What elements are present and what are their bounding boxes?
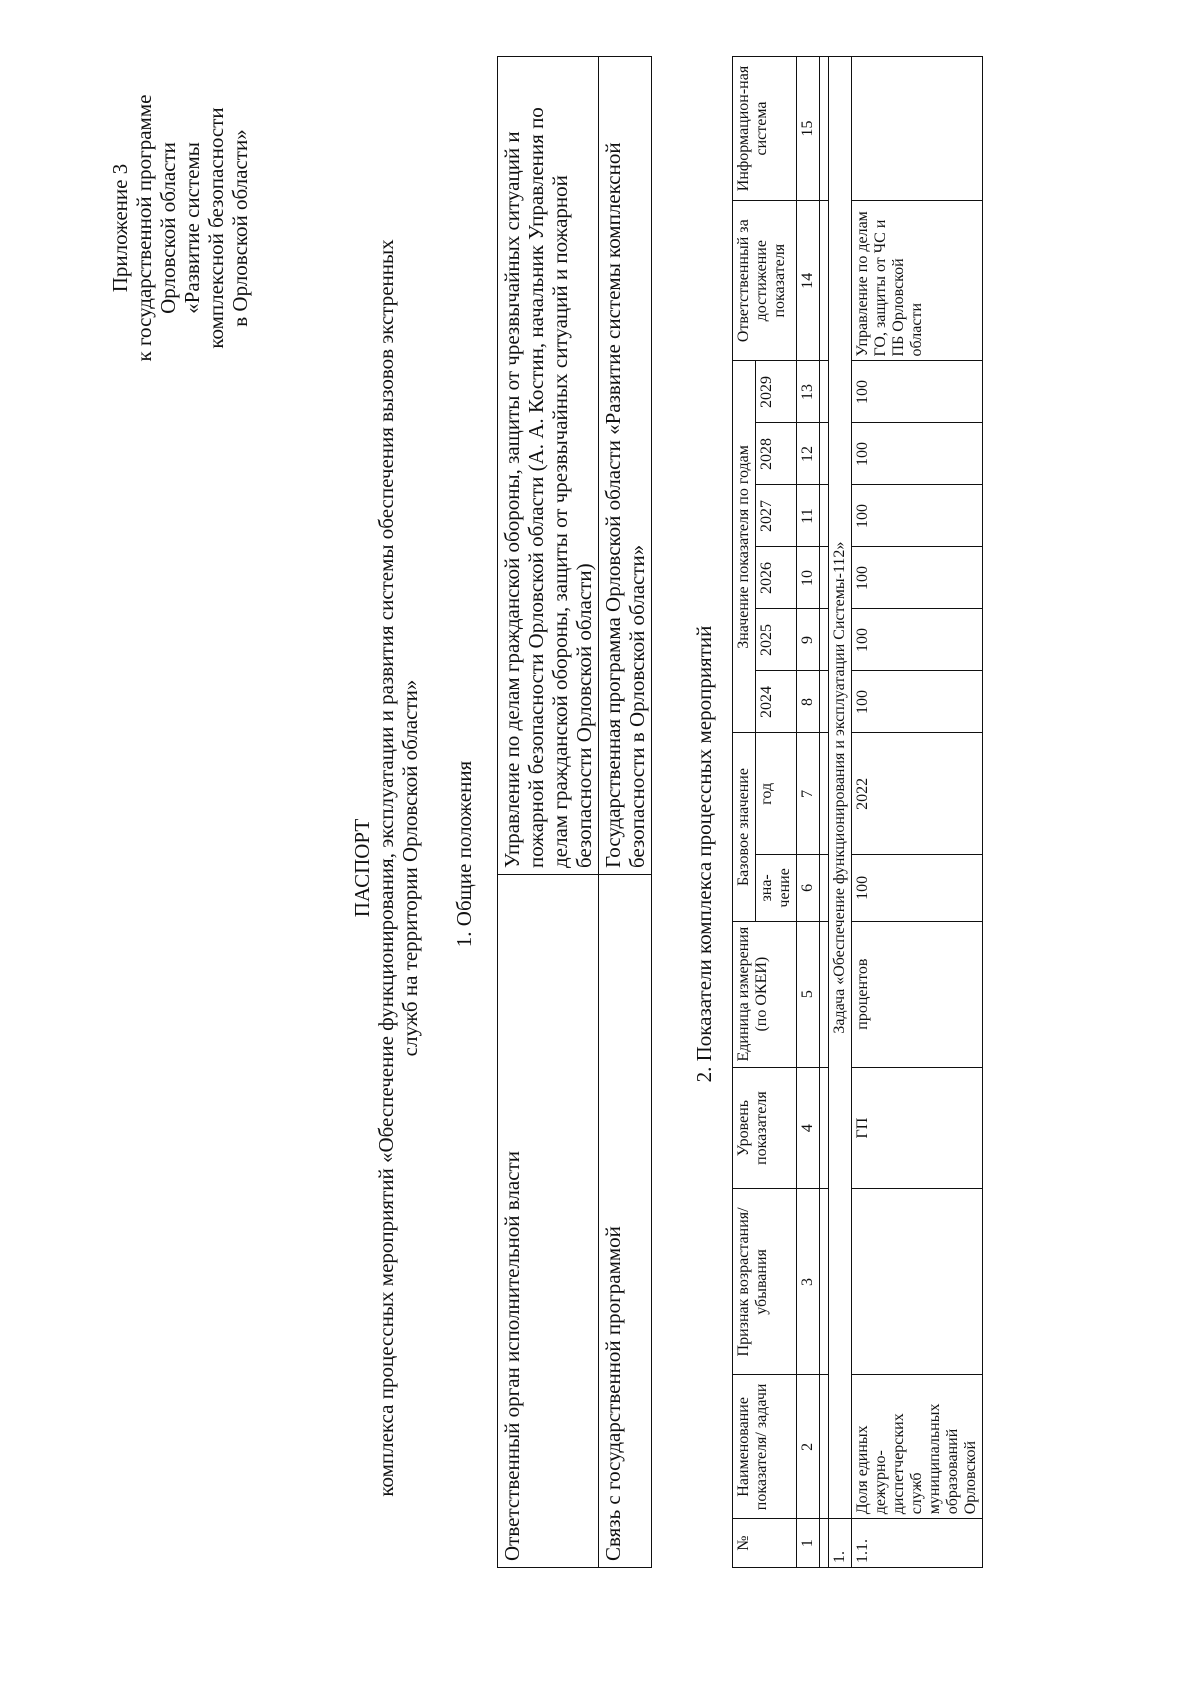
spacer-cell	[820, 57, 829, 201]
spacer-cell	[820, 1375, 829, 1519]
header-system: Информацион-ная система	[733, 57, 797, 201]
responsible-body-label: Ответственный орган исполнительной власти	[498, 875, 599, 1568]
program-link-label: Связь с государственной программой	[599, 875, 652, 1568]
header-year: 2025	[756, 609, 797, 671]
column-number: 14	[797, 200, 820, 360]
column-number: 2	[797, 1375, 820, 1519]
header-base-value: зна-чение	[756, 855, 797, 921]
header-year: 2027	[756, 485, 797, 547]
indicator-system	[852, 57, 983, 201]
section1-heading: 1. Общие положения	[452, 760, 476, 948]
column-number: 5	[797, 921, 820, 1067]
indicator-value-2026: 100	[852, 547, 983, 609]
row-number: 1.1.	[852, 1519, 983, 1568]
spacer-cell	[820, 485, 829, 547]
indicator-level: ГП	[852, 1067, 983, 1189]
column-number: 12	[797, 423, 820, 485]
general-provisions-table	[497, 56, 652, 1568]
indicator-value-2025: 100	[852, 609, 983, 671]
column-number: 9	[797, 609, 820, 671]
header-name: Наименование показателя/ задачи	[733, 1375, 797, 1519]
header-year: 2024	[756, 671, 797, 733]
indicator-value-2024: 100	[852, 671, 983, 733]
column-number: 8	[797, 671, 820, 733]
document-subtitle-line2: служб на территории Орловской области»	[398, 679, 422, 1057]
appendix-note	[108, 58, 252, 398]
program-link-value: Государственная программа Орловской области «Развитие системы комплексной безопасности в Орловской области»	[599, 57, 652, 875]
header-row	[733, 57, 756, 1568]
appendix-line: к государственной программе	[132, 94, 156, 362]
appendix-line: комплексной безопасности	[204, 107, 228, 349]
spacer-cell	[820, 1519, 829, 1568]
indicator-name: Доля единых дежурно-диспетчерских служб муниципальных образований Орловской	[852, 1375, 983, 1519]
column-number: 1	[797, 1519, 820, 1568]
spacer-cell	[820, 1189, 829, 1375]
column-number: 13	[797, 361, 820, 423]
header-base-year: год	[756, 733, 797, 855]
table-row	[852, 57, 983, 1568]
appendix-line: «Развитие системы	[180, 142, 204, 314]
document-subtitle-line1: комплекса процессных мероприятий «Обеспечение функционирования, эксплуатации и развития системы обеспечения вызовов экстренных	[374, 239, 398, 1497]
spacer-cell	[820, 361, 829, 423]
header-year: 2026	[756, 547, 797, 609]
responsible-body-value: Управление по делам гражданской обороны, защиты от чрезвычайных ситуаций и пожарной безопасности Орловской области (А. А. Костин, начальник Управления по делам гражданской обороны, защиты от чрезвычайных ситуаций и пожарной безопасности Орловской области)	[498, 57, 599, 875]
spacer-cell	[820, 1067, 829, 1189]
column-number-row	[797, 57, 820, 1568]
indicators-table	[732, 56, 983, 1568]
task-text: Задача «Обеспечение функционирования и эксплуатации Системы-112»	[829, 57, 852, 1519]
spacer-cell	[820, 609, 829, 671]
spacer-cell	[820, 733, 829, 855]
appendix-line: Приложение 3	[108, 163, 132, 293]
spacer-cell	[820, 423, 829, 485]
column-number: 4	[797, 1067, 820, 1189]
spacer-row	[820, 57, 829, 1568]
indicator-sign	[852, 1189, 983, 1375]
header-values: Значение показателя по годам	[733, 361, 756, 733]
indicator-unit: процентов	[852, 921, 983, 1067]
header-responsible: Ответственный за достижение показателя	[733, 200, 797, 360]
indicator-base-value: 100	[852, 855, 983, 921]
indicator-responsible: Управление по делам ГО, защиты от ЧС и ПБ Орловской области	[852, 200, 983, 360]
indicator-value-2027: 100	[852, 485, 983, 547]
header-year: 2028	[756, 423, 797, 485]
spacer-cell	[820, 671, 829, 733]
appendix-line: в Орловской области»	[228, 129, 252, 327]
indicator-base-year: 2022	[852, 733, 983, 855]
table-row	[599, 57, 652, 1568]
column-number: 3	[797, 1189, 820, 1375]
column-number: 7	[797, 733, 820, 855]
task-row	[829, 57, 852, 1568]
column-number: 10	[797, 547, 820, 609]
document-title: ПАСПОРТ	[350, 818, 374, 918]
appendix-line: Орловской области	[156, 142, 180, 314]
spacer-cell	[820, 921, 829, 1067]
column-number: 11	[797, 485, 820, 547]
spacer-cell	[820, 200, 829, 360]
indicator-value-2028: 100	[852, 423, 983, 485]
section2-heading: 2. Показатели комплекса процессных мероприятий	[692, 625, 716, 1083]
header-base: Базовое значение	[733, 733, 756, 921]
spacer-cell	[820, 855, 829, 921]
indicator-value-2029: 100	[852, 361, 983, 423]
column-number: 15	[797, 57, 820, 201]
header-unit: Единица измерения (по ОКЕИ)	[733, 921, 797, 1067]
header-level: Уровень показателя	[733, 1067, 797, 1189]
column-number: 6	[797, 855, 820, 921]
header-year: 2029	[756, 361, 797, 423]
header-no: №	[733, 1519, 797, 1568]
task-number: 1.	[829, 1519, 852, 1568]
spacer-cell	[820, 547, 829, 609]
header-sign: Признак возрастания/ убывания	[733, 1189, 797, 1375]
table-row	[498, 57, 599, 1568]
